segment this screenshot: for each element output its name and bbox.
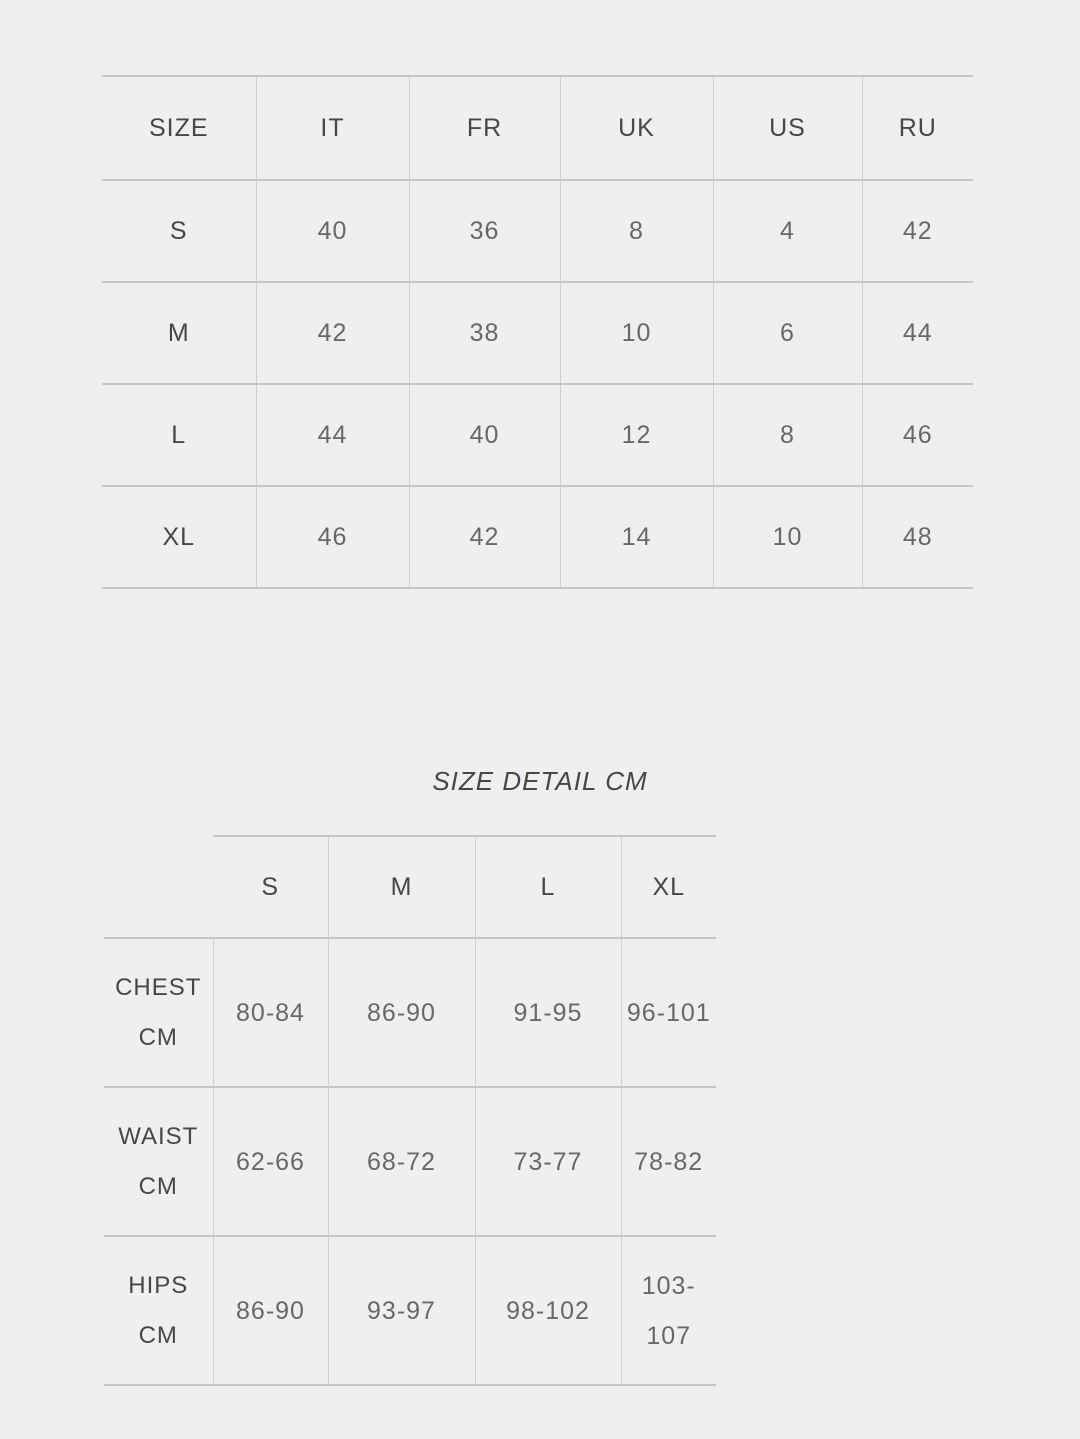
column-header-xl: XL xyxy=(621,836,716,938)
table-cell: 10 xyxy=(713,486,862,588)
column-header-uk: UK xyxy=(560,76,713,180)
corner-cell xyxy=(104,836,213,938)
row-label: M xyxy=(167,318,190,347)
table-row-l xyxy=(102,384,973,486)
column-header-s: S xyxy=(213,836,328,938)
size-detail-title: SIZE DETAIL CM xyxy=(432,766,648,796)
table-cell: 44 xyxy=(256,384,409,486)
row-label: S xyxy=(169,216,188,245)
table-cell: 40 xyxy=(409,384,560,486)
table-cell: 68-72 xyxy=(328,1087,475,1236)
table-cell: 6 xyxy=(713,282,862,384)
column-header-fr: FR xyxy=(409,76,560,180)
table-cell: 40 xyxy=(256,180,409,282)
table-cell: 98-102 xyxy=(475,1236,621,1385)
table-cell: 36 xyxy=(409,180,560,282)
table-cell: 44 xyxy=(862,282,973,384)
table-cell: 46 xyxy=(862,384,973,486)
table-row-hips xyxy=(104,1236,716,1385)
table-cell: 93-97 xyxy=(328,1236,475,1385)
column-header-it: IT xyxy=(256,76,409,180)
row-label: XL xyxy=(162,522,196,551)
table-cell: 46 xyxy=(256,486,409,588)
table-cell: 42 xyxy=(409,486,560,588)
column-header-ru: RU xyxy=(862,76,973,180)
row-label-hips: HIPS CM xyxy=(128,1271,189,1349)
conversion-header-row xyxy=(102,76,973,180)
table-cell: 86-90 xyxy=(328,938,475,1087)
table-cell: 38 xyxy=(409,282,560,384)
table-row-m xyxy=(102,282,973,384)
table-cell: 8 xyxy=(713,384,862,486)
table-cell: 78-82 xyxy=(621,1087,716,1236)
table-row-waist xyxy=(104,1087,716,1236)
table-cell: 42 xyxy=(862,180,973,282)
table-cell: 103-107 xyxy=(621,1236,716,1385)
size-detail-table xyxy=(104,835,716,1386)
table-cell: 96-101 xyxy=(621,938,716,1087)
table-cell: 10 xyxy=(560,282,713,384)
table-row-chest xyxy=(104,938,716,1087)
column-header-size: SIZE xyxy=(148,113,209,142)
detail-header-row xyxy=(104,836,716,938)
table-cell: 73-77 xyxy=(475,1087,621,1236)
table-cell: 80-84 xyxy=(213,938,328,1087)
row-label: L xyxy=(171,420,187,449)
table-row-xl xyxy=(102,486,973,588)
column-header-m: M xyxy=(328,836,475,938)
table-cell: 8 xyxy=(560,180,713,282)
size-conversion-table xyxy=(102,75,973,589)
table-cell: 12 xyxy=(560,384,713,486)
table-row-s xyxy=(102,180,973,282)
table-cell: 91-95 xyxy=(475,938,621,1087)
row-label-chest: CHEST CM xyxy=(115,973,202,1051)
table-cell: 62-66 xyxy=(213,1087,328,1236)
table-cell: 86-90 xyxy=(213,1236,328,1385)
table-cell: 14 xyxy=(560,486,713,588)
table-cell: 48 xyxy=(862,486,973,588)
table-cell: 42 xyxy=(256,282,409,384)
column-header-l: L xyxy=(475,836,621,938)
table-cell: 4 xyxy=(713,180,862,282)
column-header-us: US xyxy=(713,76,862,180)
row-label-waist: WAIST CM xyxy=(118,1122,199,1200)
